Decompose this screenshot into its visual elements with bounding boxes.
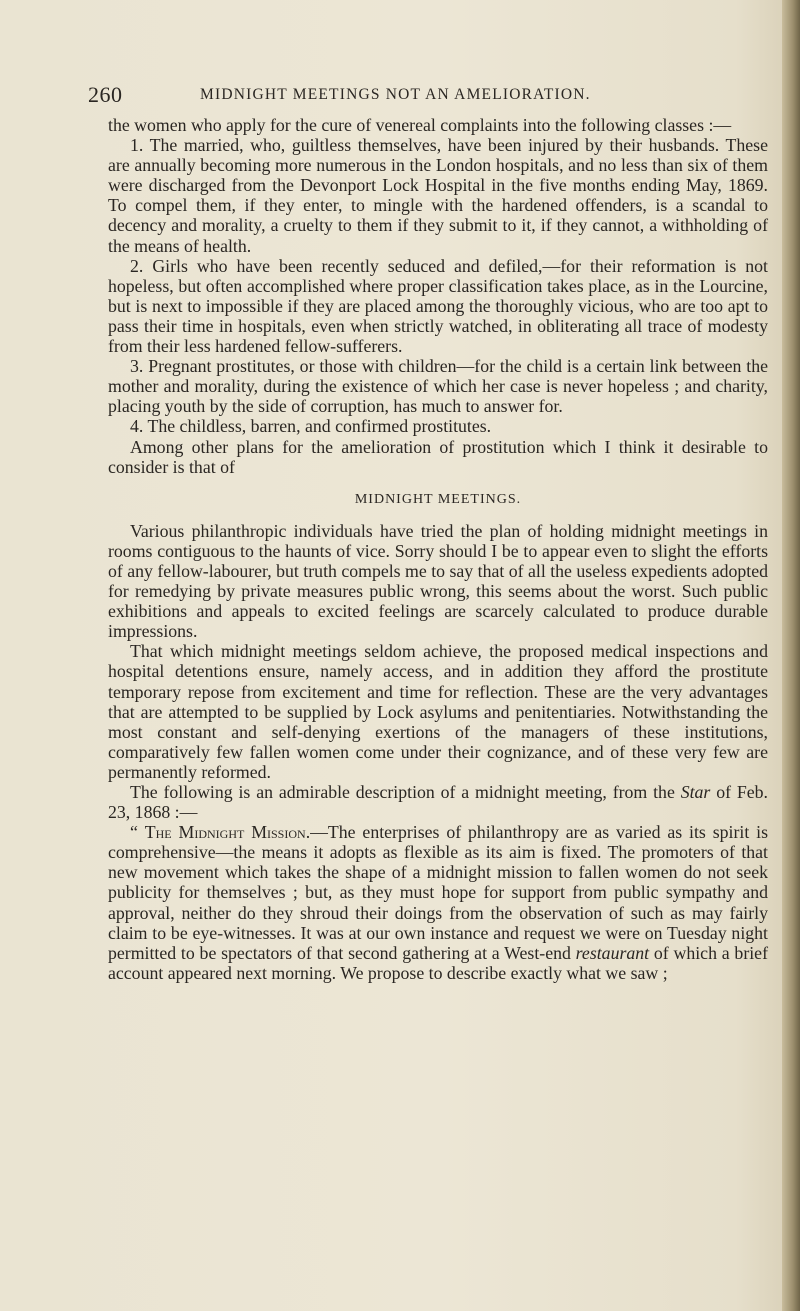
list-item-childless: 4. The childless, barren, and confirmed prostitutes. <box>130 416 492 437</box>
open-quote: “ <box>130 822 145 843</box>
paragraph-continuation: the women who apply for the cure of venereal complaints into the following classes :— <box>108 115 732 135</box>
section-heading: MIDNIGHT MEETINGS. <box>354 491 522 507</box>
quote-text-1: .—The enterprises of philanthropy are as varied as its spirit is comprehensive—the means it adopts as flexible as its aim is fixed. The promoters of that new movement which takes the shape of a midnight mission to fallen women do not seek publicity for themselves ; but, as they must hope for support from public sympathy and approval, neither do they shroud their doings from the observation of such as may fairly claim to be eye-witnesses. It was at our own instance and request we were on Tuesday night permitted to be spectators of that second gathering at a West-end <box>108 822 769 963</box>
star-date-text: of Feb. 23, 1868 :— <box>108 782 768 823</box>
restaurant-word: restaurant <box>575 942 650 963</box>
star-title: Star <box>680 782 711 802</box>
list-item-married: 1. The married, who, guiltless themselves, have been injured by their husbands. These are annually becoming more numerous in the London hospitals, and no less than six of them were discharged from the Devonport Lock Hospital in the five months ending May, 1869. To compel them, if they enter, to mingle with the hardened offenders, is a scandal to decency and morality, a cruelty to them if they submit to it, if they cannot, a withholding of the means of health. <box>108 135 768 256</box>
paragraph-intro-plans: Among other plans for the amelioration of prostitution which I think it desirable to consider is that of <box>108 436 768 477</box>
paragraph-philanthropic: Various philanthropic individuals have tried the plan of holding midnight meetings in rooms contiguous to the haunts of vice. Sorry should I be to appear even to slight the efforts of any fellow-labourer, but truth compels me to say that of all the useless expedients adopted for remedying by private measures public wrong, this seems about the worst. Such public exhibitions and appeals to excited feelings are scarcely calculated to produce durable impressions. <box>108 520 768 642</box>
page-edge-shadow <box>782 0 800 1311</box>
star-intro-text: The following is an admirable description of a midnight meeting, from the <box>130 782 681 802</box>
paragraph-inspections: That which midnight meetings seldom achieve, the proposed medical inspections and hospital detentions ensure, namely access, and in addition they afford the prostitute temporary repose from excitement and time for reflection. These are the very advantages that are attempted to be supplied by Lock asylums and penitentiaries. Notwithstanding the most constant and self-denying exertions of the managers of these institutions, comparatively few fallen women come under their cognizance, and of these very few are permanently reformed. <box>108 641 768 782</box>
paragraph-star-intro <box>108 782 768 822</box>
page-header <box>88 82 768 114</box>
running-head: MIDNIGHT MEETINGS NOT AN AMELIORATION. <box>200 86 591 103</box>
paragraph-quotation <box>108 822 768 983</box>
page-number: 260 <box>88 82 123 107</box>
list-item-pregnant: 3. Pregnant prostitutes, or those with children—for the child is a certain link between the mother and morality, during the existence of which her case is never hopeless ; and charity, placing youth by the side of corruption, has much to answer for. <box>108 356 768 417</box>
quote-heading: The Midnight Mission <box>144 822 306 843</box>
list-item-girls: 2. Girls who have been recently seduced and defiled,—for their reformation is not hopeless, but often accomplished where proper classification takes place, as in the Lourcine, but is next to impossible if they are placed among the thoroughly vicious, who are too apt to pass their time in hospitals, even when strictly watched, in obliterating all trace of modesty from their less hardened fellow-sufferers. <box>108 255 768 357</box>
quote-text-2: of which a brief account appeared next morning. We propose to describe exactly what we saw ; <box>108 942 768 983</box>
body-text <box>108 115 768 983</box>
